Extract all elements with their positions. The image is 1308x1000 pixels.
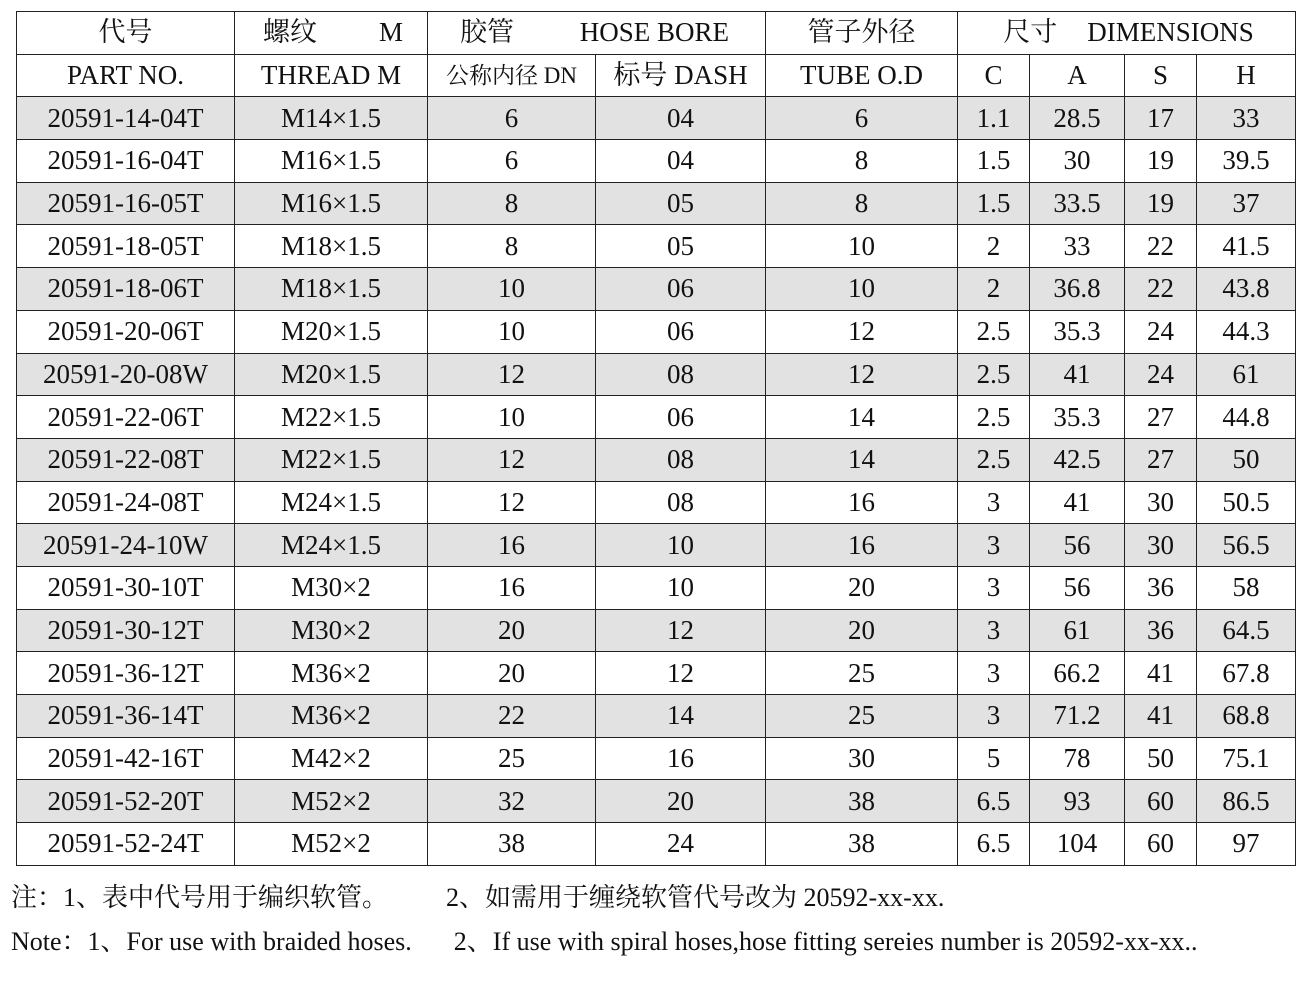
cell-tube-od: 12 bbox=[766, 353, 958, 396]
cell-thread: M24×1.5 bbox=[235, 481, 428, 524]
cell-c: 2.5 bbox=[958, 353, 1030, 396]
cell-dn: 20 bbox=[428, 652, 596, 695]
cell-dn: 16 bbox=[428, 566, 596, 609]
cell-h: 75.1 bbox=[1197, 737, 1296, 780]
cell-c: 2.5 bbox=[958, 438, 1030, 481]
cell-s: 22 bbox=[1125, 225, 1197, 268]
cell-c: 3 bbox=[958, 609, 1030, 652]
cell-thread: M30×2 bbox=[235, 609, 428, 652]
cell-c: 3 bbox=[958, 652, 1030, 695]
note-en bbox=[11, 920, 1198, 964]
table-row bbox=[17, 310, 1296, 353]
cell-h: 41.5 bbox=[1197, 225, 1296, 268]
cell-tube-od: 16 bbox=[766, 481, 958, 524]
cell-part-no: 20591-30-10T bbox=[17, 566, 235, 609]
cell-a: 41 bbox=[1030, 481, 1125, 524]
cell-part-no: 20591-18-05T bbox=[17, 225, 235, 268]
cell-dash: 10 bbox=[596, 566, 766, 609]
cell-s: 60 bbox=[1125, 823, 1197, 866]
cell-dn: 10 bbox=[428, 268, 596, 311]
cell-c: 2 bbox=[958, 268, 1030, 311]
header-row-1 bbox=[17, 12, 1296, 55]
cell-part-no: 20591-30-12T bbox=[17, 609, 235, 652]
cell-c: 3 bbox=[958, 695, 1030, 738]
cell-c: 1.1 bbox=[958, 97, 1030, 140]
header-a: A bbox=[1030, 54, 1125, 97]
cell-part-no: 20591-20-06T bbox=[17, 310, 235, 353]
cell-dash: 08 bbox=[596, 353, 766, 396]
cell-dash: 06 bbox=[596, 310, 766, 353]
header-tube-od: 管子外径 bbox=[766, 12, 958, 55]
note-cn bbox=[11, 876, 1198, 920]
cell-c: 3 bbox=[958, 524, 1030, 567]
cell-thread: M52×2 bbox=[235, 823, 428, 866]
note-cn-2: 2、如需用于缠绕软管代号改为 20592-xx-xx. bbox=[446, 883, 945, 912]
cell-c: 6.5 bbox=[958, 823, 1030, 866]
cell-dash: 12 bbox=[596, 652, 766, 695]
cell-thread: M36×2 bbox=[235, 695, 428, 738]
cell-thread: M20×1.5 bbox=[235, 353, 428, 396]
cell-tube-od: 38 bbox=[766, 823, 958, 866]
cell-h: 67.8 bbox=[1197, 652, 1296, 695]
cell-part-no: 20591-22-06T bbox=[17, 396, 235, 439]
cell-thread: M18×1.5 bbox=[235, 225, 428, 268]
table-row bbox=[17, 353, 1296, 396]
table-row bbox=[17, 652, 1296, 695]
table-row bbox=[17, 182, 1296, 225]
cell-tube-od: 14 bbox=[766, 438, 958, 481]
cell-h: 68.8 bbox=[1197, 695, 1296, 738]
cell-s: 24 bbox=[1125, 353, 1197, 396]
cell-dash: 10 bbox=[596, 524, 766, 567]
table-row bbox=[17, 268, 1296, 311]
cell-part-no: 20591-52-20T bbox=[17, 780, 235, 823]
cell-dn: 22 bbox=[428, 695, 596, 738]
cell-dn: 6 bbox=[428, 97, 596, 140]
cell-thread: M30×2 bbox=[235, 566, 428, 609]
cell-s: 27 bbox=[1125, 396, 1197, 439]
cell-h: 39.5 bbox=[1197, 140, 1296, 183]
cell-h: 86.5 bbox=[1197, 780, 1296, 823]
cell-s: 36 bbox=[1125, 609, 1197, 652]
table-row bbox=[17, 481, 1296, 524]
table-row bbox=[17, 140, 1296, 183]
header-hose-bore bbox=[428, 12, 766, 55]
table-row bbox=[17, 438, 1296, 481]
header-thread bbox=[235, 12, 428, 55]
cell-tube-od: 20 bbox=[766, 609, 958, 652]
cell-dn: 38 bbox=[428, 823, 596, 866]
cell-thread: M18×1.5 bbox=[235, 268, 428, 311]
cell-thread: M20×1.5 bbox=[235, 310, 428, 353]
table-row bbox=[17, 823, 1296, 866]
cell-s: 27 bbox=[1125, 438, 1197, 481]
cell-dn: 8 bbox=[428, 182, 596, 225]
cell-a: 66.2 bbox=[1030, 652, 1125, 695]
cell-a: 33 bbox=[1030, 225, 1125, 268]
cell-dn: 20 bbox=[428, 609, 596, 652]
cell-h: 61 bbox=[1197, 353, 1296, 396]
cell-h: 44.8 bbox=[1197, 396, 1296, 439]
cell-dash: 05 bbox=[596, 182, 766, 225]
cell-c: 2.5 bbox=[958, 396, 1030, 439]
cell-s: 41 bbox=[1125, 652, 1197, 695]
cell-s: 36 bbox=[1125, 566, 1197, 609]
cell-thread: M36×2 bbox=[235, 652, 428, 695]
cell-thread: M24×1.5 bbox=[235, 524, 428, 567]
cell-s: 24 bbox=[1125, 310, 1197, 353]
cell-dn: 10 bbox=[428, 396, 596, 439]
cell-h: 37 bbox=[1197, 182, 1296, 225]
cell-a: 104 bbox=[1030, 823, 1125, 866]
cell-part-no: 20591-36-14T bbox=[17, 695, 235, 738]
note-en-2: 2、If use with spiral hoses,hose fitting sereies number is 20592-xx-xx.. bbox=[453, 927, 1198, 956]
cell-dash: 04 bbox=[596, 97, 766, 140]
cell-dash: 12 bbox=[596, 609, 766, 652]
cell-part-no: 20591-52-24T bbox=[17, 823, 235, 866]
cell-h: 64.5 bbox=[1197, 609, 1296, 652]
cell-tube-od: 6 bbox=[766, 97, 958, 140]
cell-a: 56 bbox=[1030, 566, 1125, 609]
cell-dn: 25 bbox=[428, 737, 596, 780]
cell-a: 78 bbox=[1030, 737, 1125, 780]
header-code: 代号 bbox=[17, 12, 235, 55]
cell-s: 19 bbox=[1125, 182, 1197, 225]
header-thread-m-en: THREAD M bbox=[235, 54, 428, 97]
cell-a: 33.5 bbox=[1030, 182, 1125, 225]
footnotes bbox=[11, 876, 1198, 964]
cell-dn: 12 bbox=[428, 353, 596, 396]
cell-a: 28.5 bbox=[1030, 97, 1125, 140]
cell-tube-od: 16 bbox=[766, 524, 958, 567]
cell-thread: M42×2 bbox=[235, 737, 428, 780]
cell-s: 60 bbox=[1125, 780, 1197, 823]
cell-c: 6.5 bbox=[958, 780, 1030, 823]
cell-s: 30 bbox=[1125, 524, 1197, 567]
cell-s: 50 bbox=[1125, 737, 1197, 780]
header-part-no: PART NO. bbox=[17, 54, 235, 97]
header-dims-en: DIMENSIONS bbox=[1087, 17, 1254, 48]
cell-dash: 04 bbox=[596, 140, 766, 183]
cell-s: 19 bbox=[1125, 140, 1197, 183]
cell-a: 35.3 bbox=[1030, 310, 1125, 353]
cell-dash: 24 bbox=[596, 823, 766, 866]
cell-a: 42.5 bbox=[1030, 438, 1125, 481]
cell-a: 30 bbox=[1030, 140, 1125, 183]
cell-s: 30 bbox=[1125, 481, 1197, 524]
cell-dash: 08 bbox=[596, 438, 766, 481]
header-dimensions bbox=[958, 12, 1296, 55]
cell-dash: 14 bbox=[596, 695, 766, 738]
header-hose-cn: 胶管 bbox=[460, 17, 514, 48]
cell-c: 3 bbox=[958, 566, 1030, 609]
cell-tube-od: 10 bbox=[766, 225, 958, 268]
cell-h: 33 bbox=[1197, 97, 1296, 140]
cell-dash: 08 bbox=[596, 481, 766, 524]
cell-dn: 12 bbox=[428, 481, 596, 524]
cell-part-no: 20591-24-08T bbox=[17, 481, 235, 524]
cell-part-no: 20591-36-12T bbox=[17, 652, 235, 695]
cell-part-no: 20591-22-08T bbox=[17, 438, 235, 481]
cell-thread: M16×1.5 bbox=[235, 182, 428, 225]
cell-tube-od: 14 bbox=[766, 396, 958, 439]
cell-dash: 06 bbox=[596, 396, 766, 439]
cell-dn: 10 bbox=[428, 310, 596, 353]
header-hose-en: HOSE BORE bbox=[579, 17, 730, 48]
header-tube-od-en: TUBE O.D bbox=[766, 54, 958, 97]
cell-tube-od: 8 bbox=[766, 182, 958, 225]
cell-tube-od: 30 bbox=[766, 737, 958, 780]
cell-part-no: 20591-16-04T bbox=[17, 140, 235, 183]
cell-part-no: 20591-42-16T bbox=[17, 737, 235, 780]
cell-a: 35.3 bbox=[1030, 396, 1125, 439]
cell-dash: 06 bbox=[596, 268, 766, 311]
cell-a: 61 bbox=[1030, 609, 1125, 652]
cell-c: 2 bbox=[958, 225, 1030, 268]
cell-a: 41 bbox=[1030, 353, 1125, 396]
cell-tube-od: 20 bbox=[766, 566, 958, 609]
table-row bbox=[17, 566, 1296, 609]
cell-c: 5 bbox=[958, 737, 1030, 780]
cell-h: 44.3 bbox=[1197, 310, 1296, 353]
header-h: H bbox=[1197, 54, 1296, 97]
cell-dn: 8 bbox=[428, 225, 596, 268]
table-row bbox=[17, 737, 1296, 780]
cell-thread: M14×1.5 bbox=[235, 97, 428, 140]
header-thread-cn: 螺纹 bbox=[263, 17, 317, 48]
cell-part-no: 20591-14-04T bbox=[17, 97, 235, 140]
cell-c: 1.5 bbox=[958, 182, 1030, 225]
header-row-2 bbox=[17, 54, 1296, 97]
cell-tube-od: 12 bbox=[766, 310, 958, 353]
table-row bbox=[17, 609, 1296, 652]
cell-thread: M16×1.5 bbox=[235, 140, 428, 183]
cell-part-no: 20591-24-10W bbox=[17, 524, 235, 567]
table-row bbox=[17, 524, 1296, 567]
table-row bbox=[17, 225, 1296, 268]
header-dims-cn: 尺寸 bbox=[1003, 17, 1058, 48]
cell-h: 56.5 bbox=[1197, 524, 1296, 567]
header-s: S bbox=[1125, 54, 1197, 97]
header-thread-m: M bbox=[378, 17, 403, 48]
cell-h: 50.5 bbox=[1197, 481, 1296, 524]
cell-dash: 16 bbox=[596, 737, 766, 780]
cell-dn: 32 bbox=[428, 780, 596, 823]
cell-part-no: 20591-20-08W bbox=[17, 353, 235, 396]
cell-dn: 6 bbox=[428, 140, 596, 183]
cell-h: 97 bbox=[1197, 823, 1296, 866]
fitting-spec-table bbox=[16, 11, 1296, 866]
cell-h: 58 bbox=[1197, 566, 1296, 609]
cell-dn: 16 bbox=[428, 524, 596, 567]
cell-thread: M22×1.5 bbox=[235, 396, 428, 439]
cell-tube-od: 10 bbox=[766, 268, 958, 311]
cell-c: 1.5 bbox=[958, 140, 1030, 183]
note-cn-1: 注：1、表中代号用于编织软管。 bbox=[11, 883, 389, 912]
table-row bbox=[17, 780, 1296, 823]
cell-a: 36.8 bbox=[1030, 268, 1125, 311]
cell-part-no: 20591-18-06T bbox=[17, 268, 235, 311]
cell-s: 41 bbox=[1125, 695, 1197, 738]
cell-tube-od: 38 bbox=[766, 780, 958, 823]
cell-dash: 20 bbox=[596, 780, 766, 823]
cell-tube-od: 25 bbox=[766, 652, 958, 695]
cell-s: 22 bbox=[1125, 268, 1197, 311]
cell-tube-od: 8 bbox=[766, 140, 958, 183]
cell-thread: M52×2 bbox=[235, 780, 428, 823]
table-row bbox=[17, 695, 1296, 738]
cell-a: 71.2 bbox=[1030, 695, 1125, 738]
header-c: C bbox=[958, 54, 1030, 97]
note-en-1: Note：1、For use with braided hoses. bbox=[11, 927, 412, 956]
cell-tube-od: 25 bbox=[766, 695, 958, 738]
cell-c: 3 bbox=[958, 481, 1030, 524]
cell-thread: M22×1.5 bbox=[235, 438, 428, 481]
cell-c: 2.5 bbox=[958, 310, 1030, 353]
header-dash: 标号 DASH bbox=[596, 54, 766, 97]
table-body bbox=[17, 97, 1296, 865]
cell-a: 93 bbox=[1030, 780, 1125, 823]
cell-h: 50 bbox=[1197, 438, 1296, 481]
cell-dash: 05 bbox=[596, 225, 766, 268]
cell-h: 43.8 bbox=[1197, 268, 1296, 311]
table-row bbox=[17, 97, 1296, 140]
cell-part-no: 20591-16-05T bbox=[17, 182, 235, 225]
header-dn: 公称内径 DN bbox=[428, 54, 596, 97]
cell-a: 56 bbox=[1030, 524, 1125, 567]
cell-s: 17 bbox=[1125, 97, 1197, 140]
table-row bbox=[17, 396, 1296, 439]
cell-dn: 12 bbox=[428, 438, 596, 481]
